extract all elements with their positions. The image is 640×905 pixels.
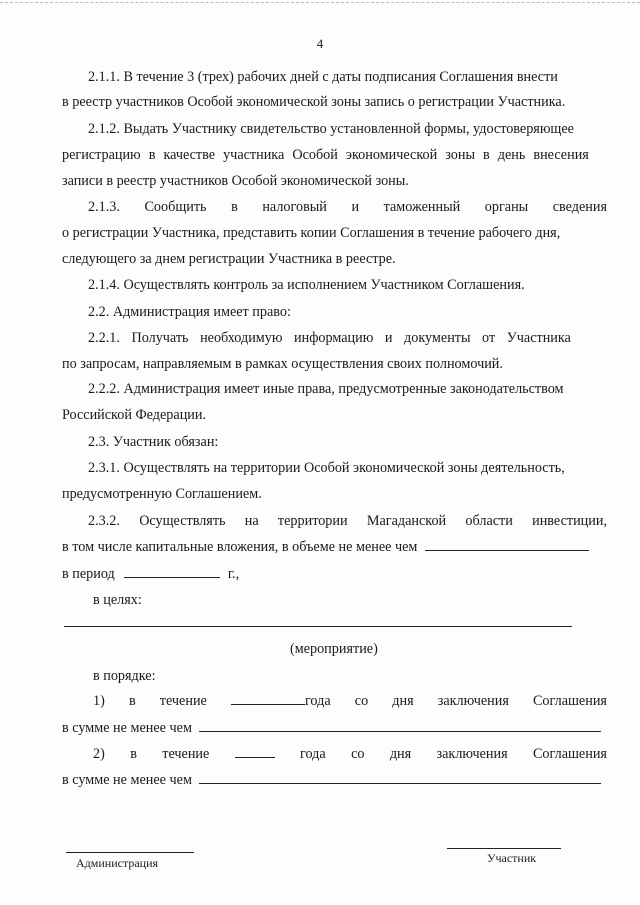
volume-label: в том числе капитальные вложения, в объеме не менее чем (62, 539, 418, 555)
word: на (244, 513, 259, 529)
clause-2-3: 2.3. Участник обязан: (88, 434, 219, 450)
term-blank-field-2[interactable] (235, 745, 275, 758)
word: Соглашения (532, 746, 607, 762)
purpose-blank-field[interactable] (64, 626, 572, 627)
order-item-2 (93, 745, 607, 763)
clause-2-1-2-line2-text: регистрацию в качестве участника Особой экономической зоны в день внесения (62, 147, 589, 163)
word: течение (162, 746, 210, 762)
volume-blank-field[interactable] (425, 538, 589, 551)
word: в (128, 693, 136, 709)
word: со (354, 693, 369, 709)
word: 2.1.3. (88, 199, 120, 215)
clause-2-1-4: 2.1.4. Осуществлять контроль за исполнением Участником Соглашения. (88, 277, 525, 293)
word: года (304, 693, 331, 709)
word: заключения (437, 693, 509, 709)
clause-2-3-1-line2: предусмотренную Соглашением. (62, 486, 262, 502)
word: дня (389, 746, 412, 762)
signature-label-administration: Администрация (76, 856, 159, 870)
term-group (231, 692, 331, 710)
clause-2-2-1-line2: по запросам, направляемым в рамках осуществления своих полномочий. (62, 356, 503, 372)
word: со (351, 746, 365, 762)
clause-2-1-1-line1: 2.1.1. В течение 3 (трех) рабочих дней с даты подписания Соглашения внести (88, 69, 558, 85)
measure-caption: (мероприятие) (290, 641, 378, 657)
word: заключения (436, 746, 508, 762)
word: в (130, 746, 137, 762)
word: года (300, 746, 326, 762)
word: Осуществлять (139, 513, 226, 529)
clause-2-2-2-line1: 2.2.2. Администрация имеет иные права, предусмотренные законодательством (88, 381, 564, 397)
item-number: 2) (93, 746, 105, 762)
scan-artifact-line (0, 2, 640, 5)
word: Магаданской (366, 513, 447, 529)
order-item-1-amount (62, 719, 601, 737)
amount-label: в сумме не менее чем (62, 772, 192, 788)
word: налоговый (262, 199, 327, 215)
clause-2-3-2-line3 (62, 565, 239, 583)
clause-2-1-1-line2: в реестр участников Особой экономической зоны запись о регистрации Участника. (62, 94, 566, 110)
signature-line-participant[interactable] (447, 848, 561, 849)
clause-2-2-2-line2: Российской Федерации. (62, 407, 207, 423)
word: территории (277, 513, 348, 529)
clause-2-1-3-line2: о регистрации Участника, представить копии Соглашения в течение рабочего дня, (62, 225, 561, 241)
word: 2.3.2. (88, 513, 120, 529)
order-label: в порядке: (93, 668, 156, 684)
period-blank-field[interactable] (124, 565, 220, 578)
word: инвестиции, (532, 513, 607, 529)
term-blank-field-1[interactable] (231, 692, 305, 705)
amount-blank-field-2[interactable] (199, 771, 601, 784)
word: области (465, 513, 513, 529)
clause-2-2-1-line1: 2.2.1. Получать необходимую информацию и документы от Участника (88, 330, 571, 346)
item-number: 1) (93, 693, 105, 709)
clause-2-1-3-line1 (88, 198, 607, 216)
word: таможенный (383, 199, 461, 215)
period-label: в период (62, 566, 115, 582)
clause-2-3-2-line2 (62, 538, 589, 556)
signature-line-administration[interactable] (66, 852, 194, 853)
word: и (351, 199, 360, 215)
clause-2-3-1-line1: 2.3.1. Осуществлять на территории Особой экономической зоны деятельность, (88, 460, 565, 476)
word: Сообщить (144, 199, 207, 215)
page-number: 4 (316, 36, 324, 51)
signature-label-participant: Участник (487, 851, 537, 865)
word: течение (159, 693, 207, 709)
clause-2-1-3-line3: следующего за днем регистрации Участника в реестре. (62, 251, 396, 267)
word: органы (484, 199, 529, 215)
word: Соглашения (532, 693, 607, 709)
amount-blank-field-1[interactable] (199, 719, 601, 732)
word: сведения (552, 199, 607, 215)
purpose-label: в целях: (93, 592, 142, 608)
amount-label: в сумме не менее чем (62, 720, 192, 736)
clause-2-2: 2.2. Администрация имеет право: (88, 304, 291, 320)
word: дня (392, 693, 414, 709)
clause-2-1-2-line2 (62, 146, 607, 164)
clause-2-1-2-line1: 2.1.2. Выдать Участнику свидетельство установленной формы, удостоверяющее (88, 121, 574, 137)
clause-2-3-2-line1 (88, 512, 607, 530)
order-item-2-amount (62, 771, 601, 789)
clause-2-1-2-line3: записи в реестр участников Особой экономической зоны. (62, 173, 409, 189)
year-abbrev: г., (227, 566, 240, 582)
word: в (231, 199, 238, 215)
order-item-1 (93, 692, 607, 710)
